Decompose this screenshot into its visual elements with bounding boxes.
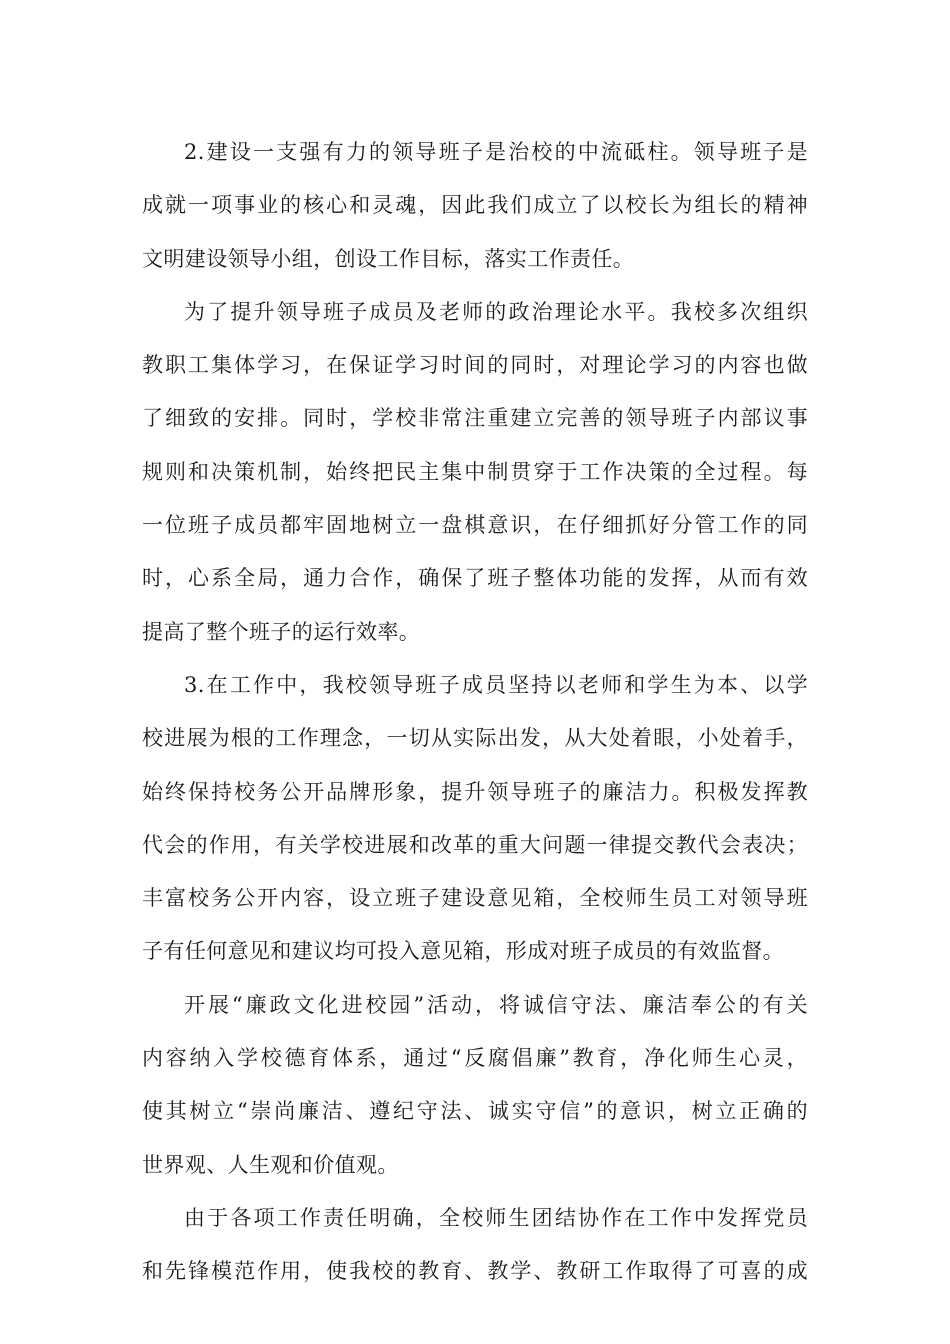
text-line: 代会的作用，有关学校进展和改革的重大问题一律提交教代会表决； xyxy=(142,832,808,857)
text-line: 和先锋模范作用，使我校的教育、教学、教研工作取得了可喜的成 xyxy=(142,1259,808,1284)
text-line: 由于各项工作责任明确，全校师生团结协作在工作中发挥党员 xyxy=(184,1205,808,1230)
text-line: 校进展为根的工作理念，一切从实际出发，从大处着眼，小处着手， xyxy=(142,726,808,751)
text-line: 开展“廉政文化进校园”活动，将诚信守法、廉洁奉公的有关 xyxy=(184,992,808,1017)
text-line: 为了提升领导班子成员及老师的政治理论水平。我校多次组织 xyxy=(184,299,808,324)
text-line: 文明建设领导小组，创设工作目标，落实工作责任。 xyxy=(142,246,635,271)
paragraph-leadership-team xyxy=(142,126,808,286)
text-line: 成就一项事业的核心和灵魂，因此我们成立了以校长为组长的精神 xyxy=(142,193,808,218)
text-line: 2.建设一支强有力的领导班子是治校的中流砥柱。领导班子是 xyxy=(184,140,808,164)
text-line: 丰富校务公开内容，设立班子建设意见箱，全校师生员工对领导班 xyxy=(142,886,808,911)
text-line: 内容纳入学校德育体系，通过“反腐倡廉”教育，净化师生心灵， xyxy=(142,1046,808,1071)
paragraph-work-philosophy xyxy=(142,659,808,979)
text-line: 始终保持校务公开品牌形象，提升领导班子的廉洁力。积极发挥教 xyxy=(142,779,808,804)
text-line: 使其树立“崇尚廉洁、遵纪守法、诚实守信”的意识，树立正确的 xyxy=(142,1099,808,1124)
text-line: 子有任何意见和建议均可投入意见箱，形成对班子成员的有效监督。 xyxy=(142,939,784,964)
paragraph-political-theory xyxy=(142,286,808,659)
text-line: 提高了整个班子的运行效率。 xyxy=(142,619,421,644)
text-line: 时，心系全局，通力合作，确保了班子整体功能的发挥，从而有效 xyxy=(142,566,808,591)
text-line: 3.在工作中，我校领导班子成员坚持以老师和学生为本、以学 xyxy=(184,672,808,697)
text-line: 世界观、人生观和价值观。 xyxy=(142,1152,399,1177)
paragraph-results xyxy=(142,1192,808,1299)
text-line: 教职工集体学习，在保证学习时间的同时，对理论学习的内容也做 xyxy=(142,353,808,378)
text-line: 了细致的安排。同时，学校非常注重建立完善的领导班子内部议事 xyxy=(142,406,808,431)
text-line: 一位班子成员都牢固地树立一盘棋意识，在仔细抓好分管工作的同 xyxy=(142,513,808,538)
text-line: 规则和决策机制，始终把民主集中制贯穿于工作决策的全过程。每 xyxy=(142,459,808,484)
document-body xyxy=(142,126,808,1299)
paragraph-integrity-campaign xyxy=(142,979,808,1192)
